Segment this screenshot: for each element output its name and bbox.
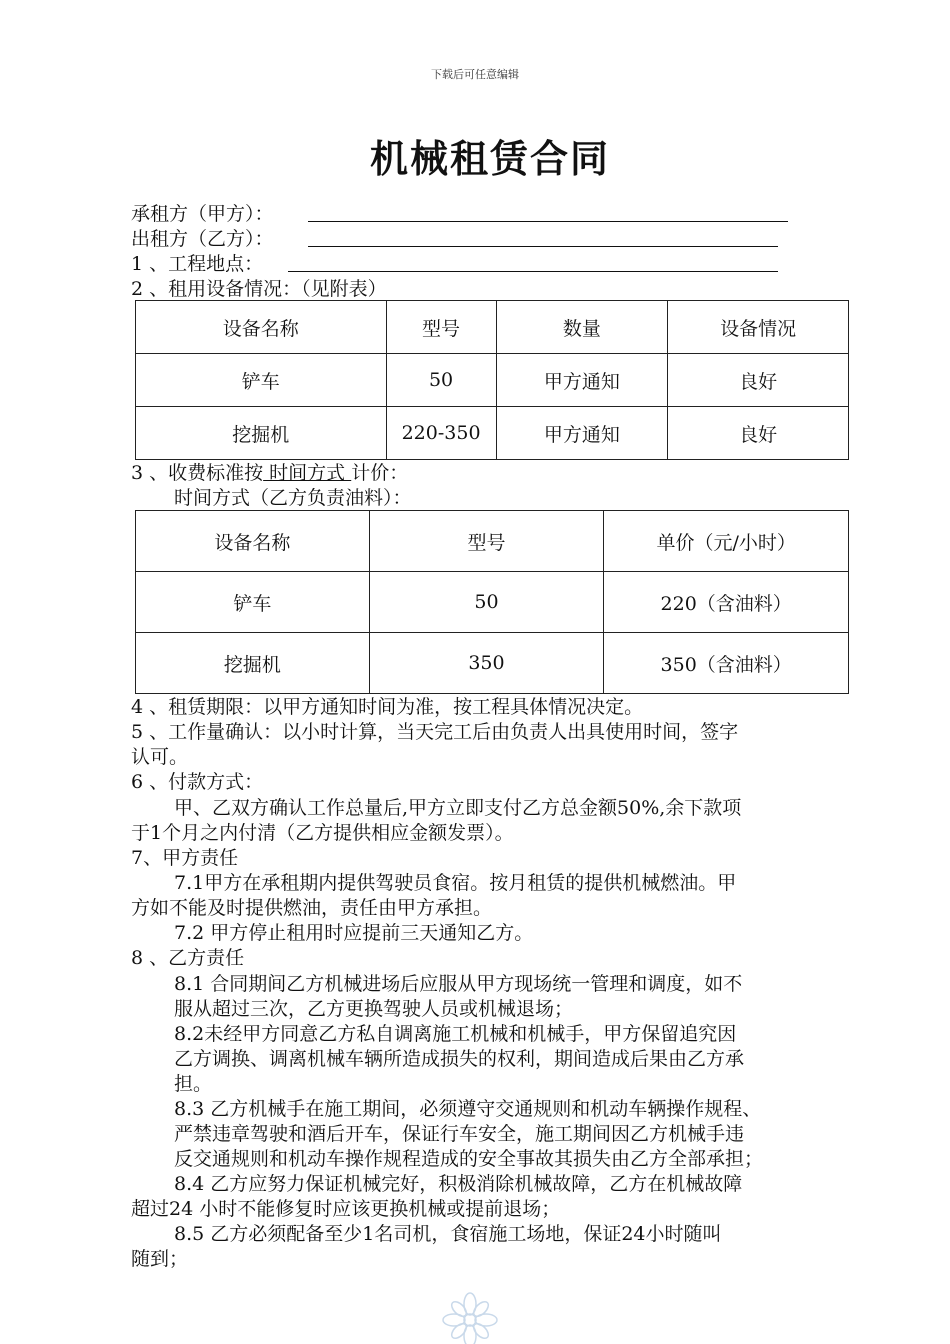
table-cell: 50: [386, 354, 496, 407]
contract-title: 机械租赁合同: [369, 136, 610, 181]
table-header-cell: 设备情况: [668, 301, 849, 354]
clause-line: 服从超过三次，乙方更换驾驶人员或机械退场；: [174, 998, 574, 1020]
fee-sub-line: 时间方式（乙方负责油料）：: [174, 487, 412, 509]
table-cell: 350（含油料）: [604, 633, 849, 694]
site-label: 1 、工程地点：: [131, 253, 264, 275]
table-header-cell: 单价（元/小时）: [604, 511, 849, 572]
clause-line: 7.1甲方在承租期内提供驾驶员食宿。按月租赁的提供机械燃油。甲: [174, 872, 737, 894]
clause-line: 乙方调换、调离机械车辆所造成损失的权利，期间造成后果由乙方承: [174, 1048, 745, 1070]
table-cell: 甲方通知: [496, 354, 668, 407]
table-cell: 50: [369, 572, 604, 633]
clause-line: 严禁违章驾驶和酒后开车，保证行车安全，施工期间因乙方机械手违: [174, 1123, 745, 1145]
table-header-row: [136, 301, 849, 354]
clause-line: 4 、租赁期限：以甲方通知时间为准，按工程具体情况决定。: [131, 696, 644, 718]
lessor-blank: [308, 246, 778, 247]
fee-suffix: 计价：: [351, 462, 409, 484]
clause-line: 8.1 合同期间乙方机械进场后应服从甲方现场统一管理和调度，如不: [174, 973, 743, 995]
table-cell: 铲车: [136, 354, 387, 407]
table-cell: 挖掘机: [136, 633, 370, 694]
table-header-cell: 数量: [496, 301, 668, 354]
table-cell: 350: [369, 633, 604, 694]
table-header-cell: 设备名称: [136, 511, 370, 572]
lessee-blank: [308, 221, 788, 222]
clause-line: 方如不能及时提供燃油，责任由甲方承担。: [131, 897, 493, 919]
table-cell: 良好: [668, 354, 849, 407]
clause-line: 5 、工作量确认：以小时计算，当天完工后由负责人出具使用时间，签字: [131, 721, 739, 743]
table-cell: 220（含油料）: [604, 572, 849, 633]
clause-line: 认可。: [131, 746, 189, 768]
table-row: [136, 407, 849, 460]
fee-standard-line: [131, 461, 408, 485]
table-cell: 挖掘机: [136, 407, 387, 460]
site-blank: [288, 271, 778, 272]
table-cell: 铲车: [136, 572, 370, 633]
table-row: [136, 633, 849, 694]
table-cell: 良好: [668, 407, 849, 460]
clause-line: 8.5 乙方必须配备至少1名司机，食宿施工场地，保证24小时随叫: [174, 1223, 722, 1245]
watermark-flower-icon: [440, 1290, 500, 1344]
clause-line: 8.3 乙方机械手在施工期间，必须遵守交通规则和机动车辆操作规程、: [174, 1098, 762, 1120]
clause-line: 8.4 乙方应努力保证机械完好，积极消除机械故障，乙方在机械故障: [174, 1173, 743, 1195]
price-table: [135, 510, 849, 694]
clause-line: 担。: [174, 1073, 213, 1095]
table-cell: 甲方通知: [496, 407, 668, 460]
table-row: [136, 354, 849, 407]
table-header-cell: 型号: [386, 301, 496, 354]
clause-line: 7.2 甲方停止租用时应提前三天通知乙方。: [174, 922, 534, 944]
page-header: 下载后可任意编辑: [431, 68, 519, 81]
equipment-table: [135, 300, 849, 460]
table-header-row: [136, 511, 849, 572]
clause-line: 甲、乙双方确认工作总量后,甲方立即支付乙方总金额50%,余下款项: [174, 797, 742, 819]
clause-line: 超过24 小时不能修复时应该更换机械或提前退场；: [131, 1198, 561, 1220]
fee-method: 时间方式: [263, 462, 352, 484]
clause-line: 8.2未经甲方同意乙方私自调离施工机械和机械手，甲方保留追究因: [174, 1023, 737, 1045]
clause-line: 7、甲方责任: [131, 847, 239, 869]
table-header-cell: 设备名称: [136, 301, 387, 354]
clause-line: 反交通规则和机动车操作规程造成的安全事故其损失由乙方全部承担；: [174, 1148, 764, 1170]
lessor-label: 出租方（乙方）：: [131, 228, 274, 250]
equipment-heading: 2 、租用设备情况：（见附表）: [131, 278, 387, 300]
lessee-label: 承租方（甲方）：: [131, 203, 274, 225]
clause-line: 随到；: [131, 1248, 189, 1270]
clause-line: 6 、付款方式：: [131, 771, 264, 793]
clause-line: 于1个月之内付清（乙方提供相应金额发票）。: [131, 822, 514, 844]
table-row: [136, 572, 849, 633]
clause-line: 8 、乙方责任: [131, 947, 245, 969]
fee-prefix: 3 、收费标准按: [131, 462, 264, 484]
table-header-cell: 型号: [369, 511, 604, 572]
table-cell: 220-350: [386, 407, 496, 460]
